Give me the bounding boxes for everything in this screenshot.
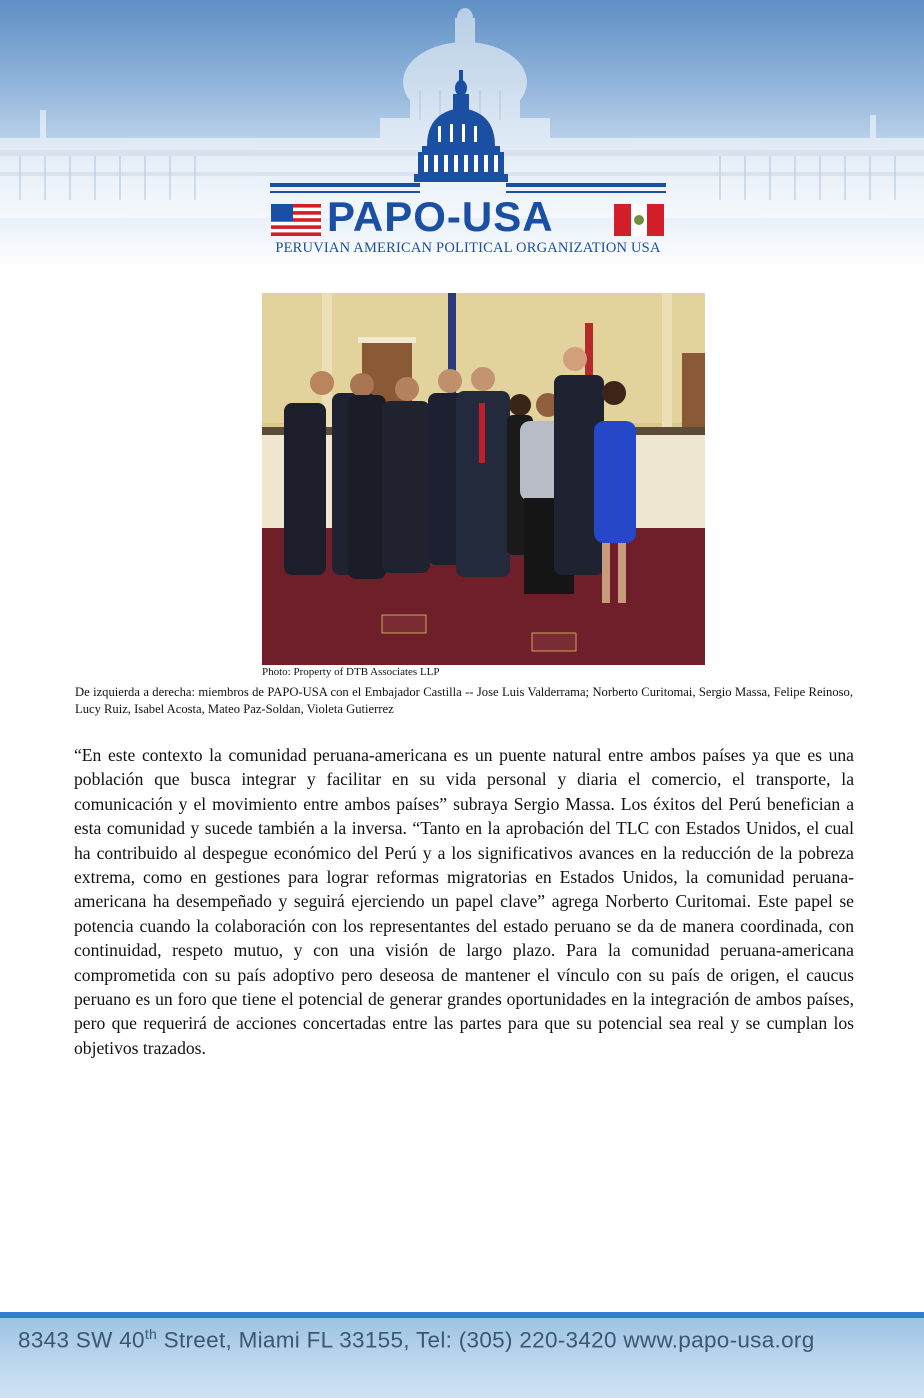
logo-rule-left-top <box>270 183 420 187</box>
footer-address-start: 8343 SW 40 <box>18 1327 145 1353</box>
capitol-dome-icon <box>266 66 670 196</box>
footer-address-end: Street, Miami FL 33155, Tel: (305) 220-3420 www.papo-usa.org <box>157 1327 815 1353</box>
group-photo <box>262 293 705 665</box>
papo-usa-logo <box>266 66 670 262</box>
org-full-name: PERUVIAN AMERICAN POLITICAL ORGANIZATION USA <box>275 240 661 256</box>
footer-contact <box>18 1326 908 1354</box>
logo-rule-right-top <box>506 183 666 187</box>
photo-caption: De izquierda a derecha: miembros de PAPO-USA con el Embajador Castilla -- Jose Luis Valderrama; Norberto Curitomai, Sergio Massa, Felipe Reinoso, Lucy Ruiz, Isabel Acosta, Mateo Paz-Soldan, Violeta Gutierrez <box>75 685 853 716</box>
photo-credit: Photo: Property of DTB Associates LLP <box>262 666 440 678</box>
article-paragraph: “En este contexto la comunidad peruana-americana es un puente natural entre ambos países ya que es una población que busca integrar y facilitar en su vida personal y diaria el comercio, el transporte, la comunicación y el movimiento entre ambos países” subraya Sergio Massa. Los éxitos del Perú benefician a esta comunidad y sucede también a la inversa. “Tanto en la aprobación del TLC con Estados Unidos, el cual ha contribuido al despegue económico del Perú y a los significativos avances en la reducción de la pobreza extrema, como en gestiones para lograr reformas migratorias en Estados Unidos, la comunidad peruana-americana ha desempeñado y seguirá ejerciendo un papel clave” agrega Norberto Curitomai. Este papel se potencia cuando la colaboración con los representantes del estado peruano se da de manera coordinada, con continuidad, respeto mutuo, y con una visión de largo plazo. Para la comunidad peruana-americana comprometida con su país adoptivo pero deseosa de mantener el vínculo con su país de origen, el caucus peruano es un foro que tiene el potencial de generar grandes oportunidades en la integración de ambos países, pero que requerirá de acciones concertadas entre las partes para que su potencial sea real y se cumplan los objetivos trazados. <box>74 745 854 1058</box>
footer-address-sup: th <box>144 1326 158 1342</box>
org-name: PAPO-USA <box>327 193 554 240</box>
peru-flag-icon <box>614 204 664 236</box>
us-flag-icon <box>271 204 321 236</box>
